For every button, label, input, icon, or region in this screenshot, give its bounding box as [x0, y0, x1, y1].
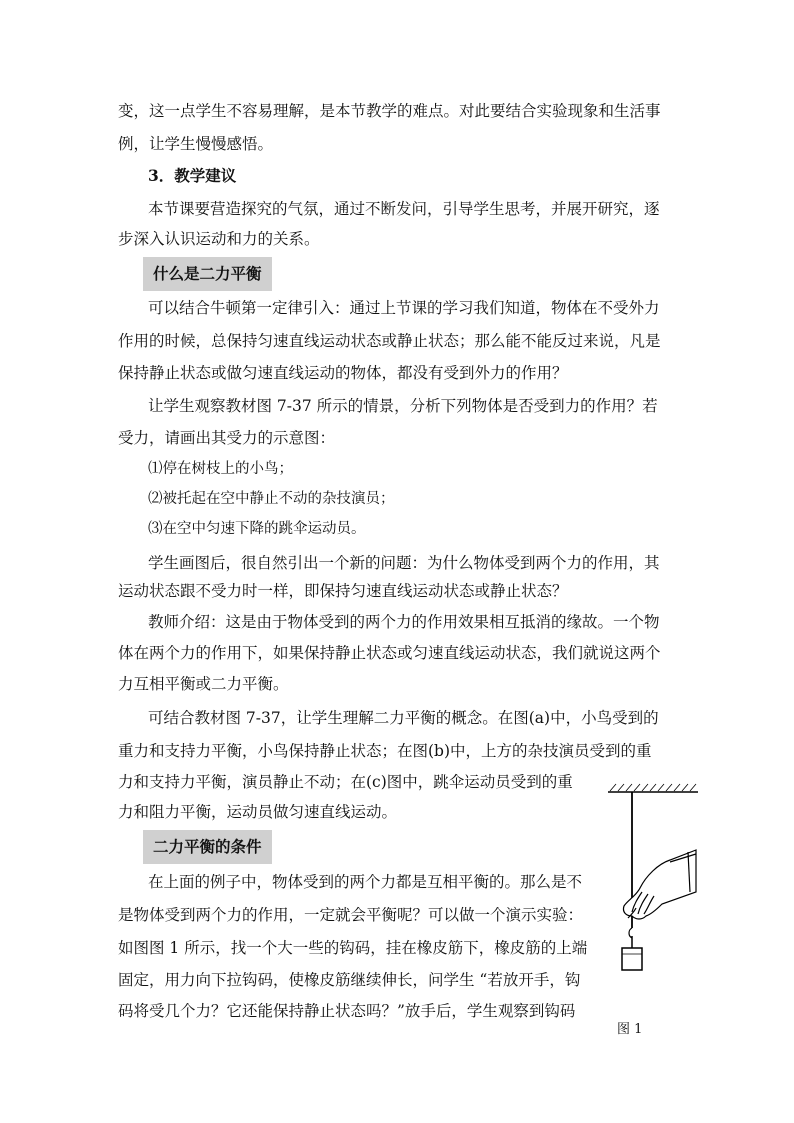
text-line: 可以结合牛顿第一定律引入：通过上节课的学习我们知道，物体在不受外力	[148, 299, 660, 317]
text-line: 作用的时候，总保持匀速直线运动状态或静止状态；那么能不能反过来说，凡是	[118, 332, 661, 350]
text-line: 体在两个力的作用下，如果保持静止状态或匀速直线运动状态，我们就说这两个	[118, 644, 661, 662]
hook-weight	[622, 928, 642, 970]
hand-drawing	[623, 850, 696, 919]
text-line: 力和阻力平衡，运动员做匀速直线运动。	[118, 803, 398, 821]
text-line: 让学生观察教材图 7-37 所示的情景，分析下列物体是否受到力的作用？若	[148, 397, 658, 415]
text-line: 运动状态跟不受力时一样，即保持匀速直线运动状态或静止状态？	[118, 582, 568, 600]
text-line: 保持静止状态或做匀速直线运动的物体，都没有受到外力的作用？	[118, 364, 568, 382]
text-line: 重力和支持力平衡，小鸟保持静止状态；在图(b)中，上方的杂技演员受到的重	[118, 742, 652, 760]
text-line: 教师介绍：这是由于物体受到的两个力的作用效果相互抵消的缘故。一个物	[148, 613, 660, 631]
text-line: 学生画图后，很自然引出一个新的问题：为什么物体受到两个力的作用，其	[148, 554, 660, 572]
figure-caption: 图 1	[617, 1022, 643, 1037]
text-line: 力互相平衡或二力平衡。	[118, 675, 289, 693]
text-line: 变，这一点学生不容易理解，是本节教学的难点。对此要结合实验现象和生活事	[118, 102, 661, 120]
figure-hanging-weight	[598, 780, 708, 1040]
list-item: ⑵被托起在空中静止不动的杂技演员；	[148, 491, 395, 507]
heading-what-is-balance: 什么是二力平衡	[148, 261, 267, 287]
text-line: 本节课要营造探究的气氛，通过不断发问，引导学生思考，并展开研究，逐	[148, 200, 660, 218]
text-line: 在上面的例子中，物体受到的两个力都是互相平衡的。那么是不	[148, 873, 583, 891]
text-line: 如图图 1 所示，找一个大一些的钩码，挂在橡皮筋下，橡皮筋的上端	[118, 939, 588, 957]
text-line: 固定，用力向下拉钩码，使橡皮筋继续伸长，问学生 “若放开手，钩	[118, 971, 581, 989]
text-line: 步深入认识运动和力的关系。	[118, 230, 320, 248]
text-line: 受力，请画出其受力的示意图：	[118, 429, 336, 447]
text-line: 例，让学生慢慢感悟。	[118, 135, 274, 153]
list-item: ⑶在空中匀速下降的跳伞运动员。	[148, 521, 366, 537]
ceiling-support	[608, 784, 698, 792]
text-line: 码将受几个力？它还能保持静止状态吗？”放手后，学生观察到钩码	[118, 1002, 576, 1020]
text-line: 可结合教材图 7-37，让学生理解二力平衡的概念。在图(a)中，小鸟受到的	[148, 709, 659, 727]
text-line: 力和支持力平衡，演员静止不动；在(c)图中，跳伞运动员受到的重	[118, 773, 573, 791]
heading-balance-conditions: 二力平衡的条件	[148, 834, 267, 860]
text-line: 是物体受到两个力的作用，一定就会平衡呢？可以做一个演示实验：	[118, 906, 584, 924]
list-item: ⑴停在树枝上的小鸟；	[148, 461, 293, 477]
section-title: 3．教学建议	[148, 166, 237, 185]
